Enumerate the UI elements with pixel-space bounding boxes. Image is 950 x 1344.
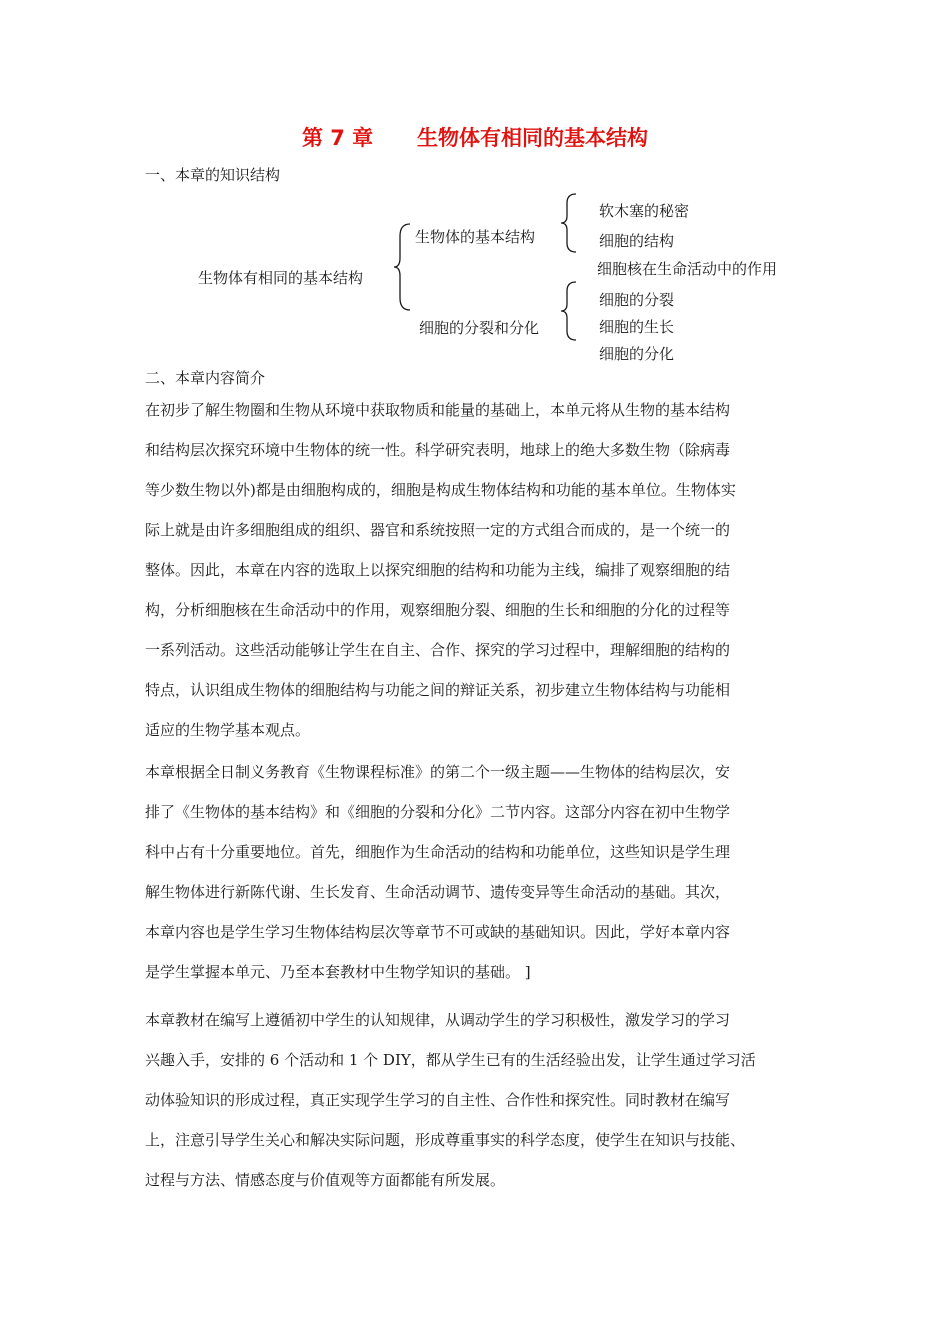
text-line: 特点，认识组成生物体的细胞结构与功能之间的辩证关系，初步建立生物体结构与功能相: [145, 681, 731, 699]
section-heading-intro: 二、本章内容简介: [145, 369, 266, 387]
tree-branch-basic-structure: 生物体的基本结构: [415, 228, 536, 246]
text-line: 动体验知识的形成过程，真正实现学生学习的自主性、合作性和探究性。同时教材在编写: [145, 1091, 731, 1109]
tree-leaf-cell-division: 细胞的分裂: [599, 291, 675, 309]
text-line: 排了《生物体的基本结构》和《细胞的分裂和分化》二节内容。这部分内容在初中生物学: [145, 803, 731, 821]
root-brace: [392, 222, 414, 312]
branch2-brace: [558, 280, 580, 342]
intro-paragraph-3: [145, 1000, 825, 1200]
text-line: 整体。因此，本章在内容的选取上以探究细胞的结构和功能为主线，编排了观察细胞的结: [145, 561, 731, 579]
text-line: 构，分析细胞核在生命活动中的作用，观察细胞分裂、细胞的生长和细胞的分化的过程等: [145, 601, 731, 619]
text-line: 和结构层次探究环境中生物体的统一性。科学研究表明，地球上的绝大多数生物（除病毒: [145, 441, 731, 459]
text-line: 在初步了解生物圈和生物从环境中获取物质和能量的基础上，本单元将从生物的基本结构: [145, 401, 731, 419]
chapter-title: 第 7 章 生物体有相同的基本结构: [301, 126, 649, 150]
text-line: 本章内容也是学生学习生物体结构层次等章节不可或缺的基础知识。因此，学好本章内容: [145, 923, 731, 941]
tree-branch-division-differentiation: 细胞的分裂和分化: [419, 319, 540, 337]
section-heading-structure: 一、本章的知识结构: [145, 166, 281, 184]
text-line: 兴趣入手，安排的 6 个活动和 1 个 DIY，都从学生已有的生活经验出发，让学生通过学习活: [145, 1051, 756, 1069]
tree-root: 生物体有相同的基本结构: [198, 269, 364, 287]
tree-leaf-nucleus-role: 细胞核在生命活动中的作用: [597, 260, 778, 278]
text-line: 科中占有十分重要地位。首先，细胞作为生命活动的结构和功能单位，这些知识是学生理: [145, 843, 731, 861]
tree-leaf-cell-differentiation: 细胞的分化: [599, 345, 675, 363]
tree-leaf-cork-secret: 软木塞的秘密: [599, 202, 690, 220]
text-line: 际上就是由许多细胞组成的组织、器官和系统按照一定的方式组合而成的，是一个统一的: [145, 521, 731, 539]
tree-leaf-cell-structure: 细胞的结构: [599, 232, 675, 250]
text-line: 适应的生物学基本观点。: [145, 721, 311, 739]
text-line: 上，注意引导学生关心和解决实际问题，形成尊重事实的科学态度，使学生在知识与技能、: [145, 1131, 746, 1149]
intro-paragraph-2: [145, 752, 825, 992]
text-line: 是学生掌握本单元、乃至本套教材中生物学知识的基础。 ]: [145, 963, 531, 981]
text-line: 过程与方法、情感态度与价值观等方面都能有所发展。: [145, 1171, 506, 1189]
text-line: 一系列活动。这些活动能够让学生在自主、合作、探究的学习过程中，理解细胞的结构的: [145, 641, 731, 659]
branch1-brace: [558, 192, 580, 254]
intro-paragraph-1: [145, 390, 825, 750]
tree-leaf-cell-growth: 细胞的生长: [599, 318, 675, 336]
text-line: 解生物体进行新陈代谢、生长发育、生命活动调节、遗传变异等生命活动的基础。其次，: [145, 883, 731, 901]
text-line: 本章教材在编写上遵循初中学生的认知规律，从调动学生的学习积极性，激发学习的学习: [145, 1011, 731, 1029]
text-line: 等少数生物以外)都是由细胞构成的，细胞是构成生物体结构和功能的基本单位。生物体实: [145, 481, 736, 499]
text-line: 本章根据全日制义务教育《生物课程标准》的第二个一级主题——生物体的结构层次，安: [145, 763, 731, 781]
